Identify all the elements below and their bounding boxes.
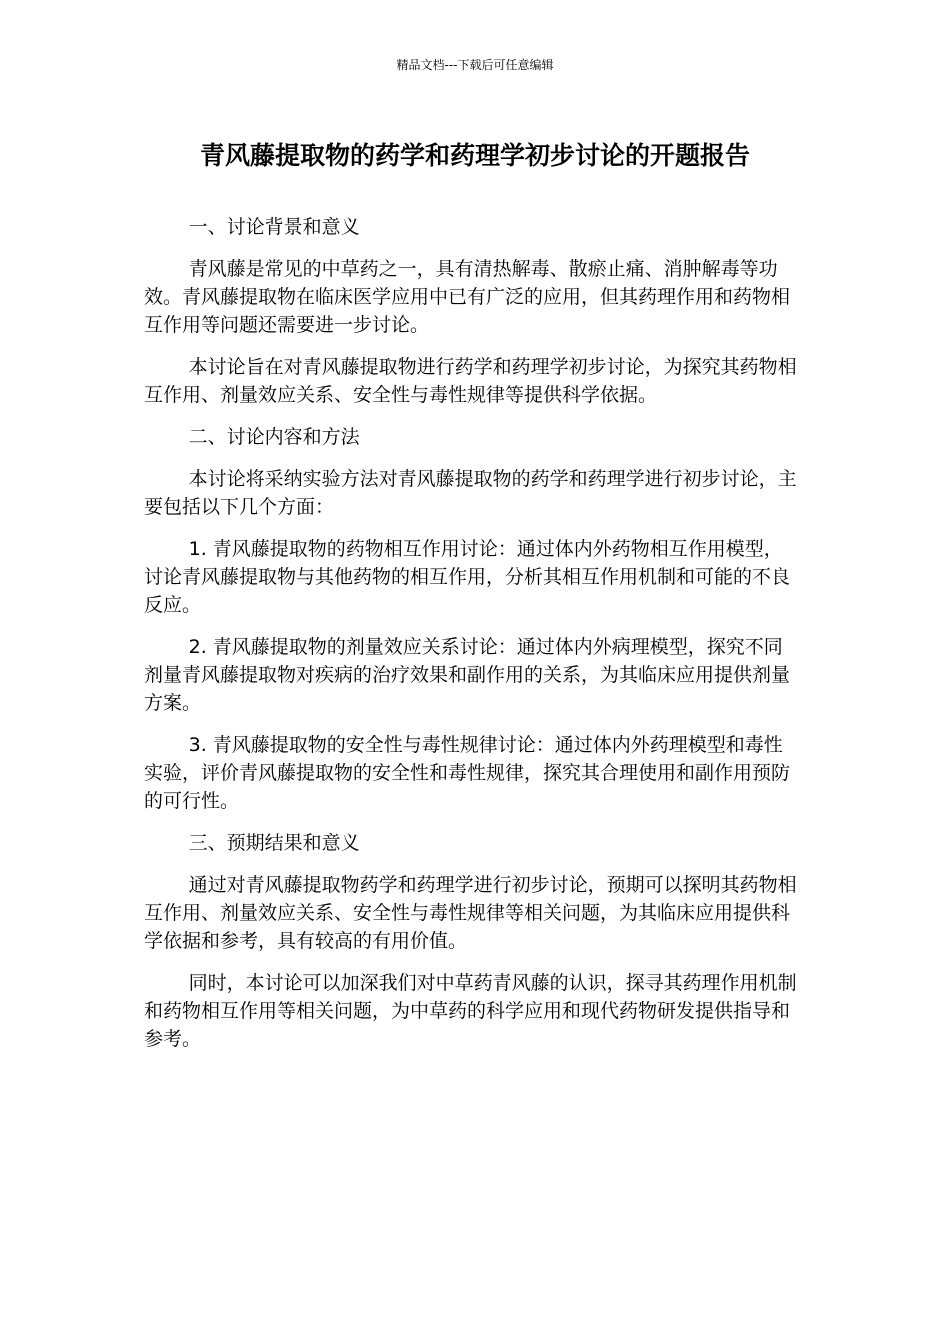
- section-heading-content-methods: 二、讨论内容和方法: [188, 426, 360, 448]
- paragraph-expected-results: 通过对青风藤提取物药学和药理学进行初步讨论，预期可以探明其药物相互作用、剂量效应关系、安全性与毒性规律等相关问题，为其临床应用提供科学依据和参考，具有较高的有用价值。: [144, 874, 797, 952]
- paragraph-methods-intro: 本讨论将采纳实验方法对青风藤提取物的药学和药理学进行初步讨论，主要包括以下几个方面：: [144, 468, 797, 518]
- paragraph-background-intro: 青风藤是常见的中草药之一，具有清热解毒、散瘀止痛、消肿解毒等功效。青风藤提取物在临床医学应用中已有广泛的应用，但其药理作用和药物相互作用等问题还需要进一步讨论。: [144, 258, 791, 336]
- paragraph-method-3: 3. 青风藤提取物的安全性与毒性规律讨论：通过体内外药理模型和毒性实验，评价青风藤提取物的安全性和毒性规律，探究其合理使用和副作用预防的可行性。: [144, 734, 791, 812]
- paragraph-method-1: 1. 青风藤提取物的药物相互作用讨论：通过体内外药物相互作用模型，讨论青风藤提取物与其他药物的相互作用，分析其相互作用机制和可能的不良反应。: [144, 538, 791, 616]
- paragraph-purpose: 本讨论旨在对青风藤提取物进行药学和药理学初步讨论，为探究其药物相互作用、剂量效应关系、安全性与毒性规律等提供科学依据。: [144, 356, 797, 406]
- paragraph-method-2: 2. 青风藤提取物的剂量效应关系讨论：通过体内外病理模型，探究不同剂量青风藤提取物对疾病的治疗效果和副作用的关系，为其临床应用提供剂量方案。: [144, 636, 791, 714]
- document-body: [144, 213, 800, 1067]
- page-header: 精品文档---下载后可任意编辑: [396, 58, 554, 72]
- document-title: 青风藤提取物的药学和药理学初步讨论的开题报告: [199, 141, 750, 170]
- section-heading-background: 一、讨论背景和意义: [188, 216, 360, 238]
- section-heading-expected-results: 三、预期结果和意义: [188, 832, 360, 854]
- paragraph-significance: 同时，本讨论可以加深我们对中草药青风藤的认识，探寻其药理作用机制和药物相互作用等相关问题，为中草药的科学应用和现代药物研发提供指导和参考。: [144, 972, 797, 1050]
